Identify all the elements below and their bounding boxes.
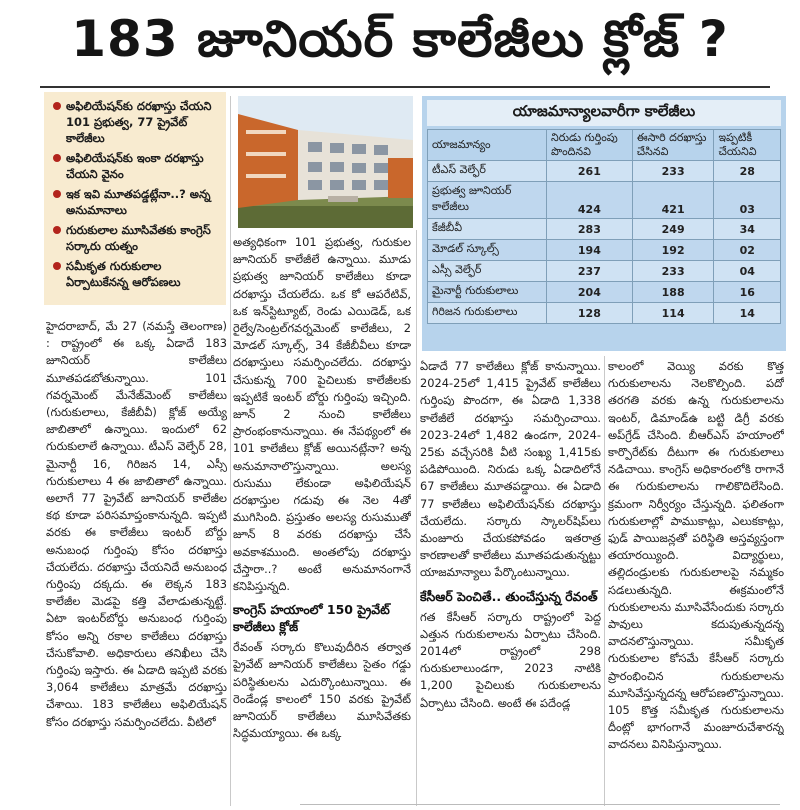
headline-rule (40, 86, 770, 88)
table-row (428, 240, 781, 261)
page-headline: 183 జూనియర్ కాలేజీలు క్లోజ్ ? (71, 9, 729, 68)
table-cell: 188 (632, 282, 714, 303)
article-column-4 (608, 358, 784, 810)
article-paragraph: గత కేసీఆర్ సర్కారు రాష్ట్రంలో పెద్ద ఎత్తున గురుకులాలను ఏర్పాటు చేసింది. 2014లో రాష్ట్రంలో 298 గురుకులాలుండగా, 2023 నాటికి 1,200 పైచిలుకు గురుకులాలను ఏర్పాటు చేసింది. అంటే ఈ పదేండ్ల (420, 609, 601, 710)
table-cell: 128 (547, 303, 633, 324)
table-cell: 194 (547, 240, 633, 261)
section-subheading: కేసీఆర్ పెంచితే.. తుంచేస్తున్న రేవంత్ (420, 588, 598, 604)
table-cell: 16 (714, 282, 781, 303)
table-cell: కేజీబీవీ (428, 219, 547, 240)
section-subheading: కాంగ్రెస్ హయాంలో 150 ప్రైవేట్ కాలేజీలు క్లోజ్ (233, 602, 390, 635)
column-header: యాజమాన్యం (428, 130, 547, 161)
table-header-row (428, 130, 781, 161)
column-header: ఈసారి దరఖాస్తు చేసినవి (632, 130, 714, 161)
table-row (428, 219, 781, 240)
column-header: నిరుడు గుర్తింపు పొందినవి (547, 130, 633, 161)
table-row (428, 261, 781, 282)
highlight-item: అఫిలియేషన్‌కు దరఖాస్తు చేయని 101 ప్రభుత్వ, 77 ప్రైవేట్ కాలేజీలు (52, 98, 220, 146)
table-cell: ఎస్సీ వెల్ఫేర్ (428, 261, 547, 282)
table-title: యాజమాన్యాలవారీగా కాలేజీలు (427, 100, 781, 126)
colleges-table (427, 129, 781, 324)
article-paragraph: రేవంత్ సర్కారు కొలువుదీరిన తర్వాత ప్రైవేట్ జూనియర్ కాలేజీలు సైతం గడ్డు పరిస్థితులను ఎదుర్కొంటున్నాయి. ఈ రెండేండ్ల కాలంలో 150 వరకు ప్రైవేట్ జూనియర్ కాలేజీలు మూసివేతకు సిద్ధమయ్యాయి. ఈ ఒక్క (233, 640, 411, 741)
table-cell: 14 (714, 303, 781, 324)
highlight-item: గురుకులాల మూసివేతకు కాంగ్రెస్ సర్కారు యత్నం (52, 222, 220, 254)
table-row (428, 303, 781, 324)
table-cell: 424 (547, 182, 633, 219)
article-paragraph: ఏడాదే 77 కాలేజీలు క్లోజ్ కానున్నాయి. 2024-25లో 1,415 ప్రైవేట్ కాలేజీలు గుర్తింపు పొందగా, ఈ ఏడాది 1,338 కాలేజీలే దరఖాస్తు సమర్పించాయి. 2023-24లో 1,482 ఉండగా, 2024-25కు వచ్చేసరికి వీటి సంఖ్య 1,415కు పడిపోయింది. నిరుడు ఒక్క ఏడాదిలోనే 67 కాలేజీలు మూతపడ్డాయి. ఈ ఏడాది 77 కాలేజీలు అఫిలియేషన్‌కు దరఖాస్తు చేయలేదు. సర్కారు స్కాలర్‌షిప్‌లు మంజూరు చేయకపోవడం ఇతరాత్ర కారణాలతో కాలేజీలు మూతపడుతున్నట్టు యాజమాన్యాలు పేర్కొంటున్నాయి. (420, 359, 601, 580)
table-cell: 283 (547, 219, 633, 240)
table-cell: 233 (632, 261, 714, 282)
table-cell: 261 (547, 161, 633, 182)
table-cell: 03 (714, 182, 781, 219)
article-paragraph: అత్యధికంగా 101 ప్రభుత్వ, గురుకుల జూనియర్ కాలేజీలే ఉన్నాయి. మూడు ప్రభుత్వ జూనియర్ కాలేజీలు కూడా దరఖాస్తు చేయలేదు. ఒక కో ఆపరేటివ్, ఒక ఇన్‌స్టిట్యూట్, రెండు ఎయిడెడ్, ఒక రైల్వే/సెంట్రల్‌గవర్నమెంట్ కాలేజీలు, 2 మోడల్ స్కూల్స్, 34 కేజీబీవీలు కూడా దరఖాస్తులు సమర్పించలేదు. దరఖాస్తు చేసుకున్న 700 పైచిలుకు కాలేజీలకు ఇప్పటికే ఇంటర్ బోర్డు గుర్తింపు ఇచ్చింది. జూన్ 2 నుంచి కాలేజీలు ప్రారంభంకానున్నాయి. ఈ నేపథ్యంలో ఈ 101 కాలేజీలు క్లోజ్ అయినట్లేనా? అన్న అనుమానాలొస్తున్నాయి. అలస్య రుసుము లేకుండా అఫిలియేషన్ దరఖాస్తుల గడువు ఈ నెల 4తో ముగిసింది. ప్రస్తుతం అలస్య రుసుముతో జూన్ 8 వరకు దరఖాస్తు చేసే అవకాశముంది. అంతలోపు దరఖాస్తు చేస్తారా..? అంటే అనుమానంగానే కనిపిస్తున్నది. (233, 235, 411, 594)
table-row (428, 182, 781, 219)
highlight-item: ఇక ఇవి మూతపడ్డట్లేనా..? అన్న అనుమానాలు (52, 186, 220, 218)
column-header: ఇప్పటికీ చేయనివి (714, 130, 781, 161)
highlights-box (44, 92, 226, 305)
article-paragraph: హైదరాబాద్, మే 27 (నమస్తే తెలంగాణ) : రాష్ట్రంలో ఈ ఒక్క ఏడాదే 183 జూనియర్ కాలేజీలు మూతపడబోతున్నాయి. 101 గవర్నమెంట్ మేనేజ్‌మెంట్ కాలేజీలు (గురుకులాలు, కేజీబీవీ) క్లోజ్ అయ్యే జాబితాలో ఉన్నాయి. ఇందులో 62 గురుకులాలే ఉన్నాయి. టీఎస్ వెల్ఫేర్ 28, మైనార్టీ 16, గిరిజన 14, ఎస్సీ గురుకులాలు 4 ఈ జాబితాలో ఉన్నాయి. అలాగే 77 ప్రైవేట్ జూనియర్ కాలేజీల కథ కూడా పరిసమాప్తంకానున్నది. ఇప్పటి వరకు ఈ కాలేజీలు ఇంటర్ బోర్డు అనుబంధ గుర్తింపు కోసం దరఖాస్తు చేయలేదు. దరఖాస్తు చేయనిదే అనుబంధ గుర్తింపు దక్కదు. ఈ లెక్కన 183 కాలేజీల మెడపై కత్తి వేలాడుతున్నట్టే. ఏటా ఇంటర్‌బోర్డు అనుబంధ గుర్తింపు కోసం అన్ని రకాల కాలేజీలు దరఖాస్తు చేసుకోవాలి. అధికారులు తనిఖీలు చేసి గుర్తింపు ఇస్తారు. ఈ ఏడాది ఇప్పటి వరకు 3,064 కాలేజీలు మాత్రమే దరఖాస్తు చేశాయి. 183 కాలేజీలు అఫిలియేషన్ కోసం దరఖాస్తు సమర్పించలేదు. వీటిలో (46, 319, 227, 729)
table-row (428, 282, 781, 303)
table-cell: 28 (714, 161, 781, 182)
article-column-3 (420, 358, 601, 810)
table-row (428, 161, 781, 182)
table-cell: 02 (714, 240, 781, 261)
table-cell: 204 (547, 282, 633, 303)
building-illustration (238, 96, 413, 228)
table-cell: మైనార్టీ గురుకులాలు (428, 282, 547, 303)
column-divider (416, 230, 417, 806)
table-cell: గిరిజన గురుకులాలు (428, 303, 547, 324)
column-divider (230, 96, 231, 806)
article-column-2 (233, 234, 411, 810)
college-building-photo (238, 96, 413, 228)
table-cell: 233 (632, 161, 714, 182)
table-cell: 249 (632, 219, 714, 240)
table-cell: 34 (714, 219, 781, 240)
table-cell: 237 (547, 261, 633, 282)
bottom-rule (300, 804, 780, 805)
table-cell: 421 (632, 182, 714, 219)
highlight-item: సమీకృత గురుకులాల ఏర్పాటుకేనన్న ఆరోపణలు (52, 258, 220, 290)
highlight-item: అఫిలియేషన్‌కు ఇంకా దరఖాస్తు చేయని వైనం (52, 150, 220, 182)
table-cell: టీఎస్ వెల్ఫేర్ (428, 161, 547, 182)
table-cell: 04 (714, 261, 781, 282)
article-column-1 (46, 318, 227, 810)
table-cell: 192 (632, 240, 714, 261)
management-wise-table-box (422, 96, 786, 351)
table-cell: ప్రభుత్వ జూనియర్ కాలేజీలు (428, 182, 547, 219)
table-cell: 114 (632, 303, 714, 324)
column-divider (604, 356, 605, 806)
article-paragraph: కాలంలో వెయ్యి వరకు కొత్త గురుకులాలను నెలకొల్పింది. పదో తరగతి వరకు ఉన్న గురుకులాలను ఇంటర్, డిమాండ్‌ఉ బట్టి డిగ్రీ వరకు అప్‌గ్రేడ్ చేసింది. బీఆర్ఎస్ హయాంలో కార్పొరేట్‌కు దీటుగా ఈ గురుకులాలు నడిచాయి. కాంగ్రెస్ అధికారంలోకి రాగానే ఈ గురుకులాలను గాలికొదిలేసింది. క్రమంగా నిర్వీర్యం చేస్తున్నది. ఫలితంగా గురుకులాల్లో పాముకాట్లు, ఎలుకకాట్లు, ఫుడ్ పాయిజన్లతో పరిస్థితి అస్తవ్యస్తంగా తయారయ్యింది. విద్యార్థులు, తల్లిదండ్రులకు గురుకులాలపై నమ్మకం సడలుతున్నది. ఈక్రమంలోనే గురుకులాలను మూసివేసేందుకు సర్కారు పావులు కదుపుతున్నదన్న వాదనలొస్తున్నాయి. సమీకృత గురుకులాల కోసమే కేసీఆర్ సర్కారు ప్రారంభించిన గురుకులాలను మూసివేస్తున్నదన్న ఆరోపణలొస్తున్నాయి. 105 కొత్త సమీకృత గురుకులాలను దీంట్లో భాగంగానే మంజూరుచేశారన్న వాదనలు వినిపిస్తున్నాయి. (608, 359, 784, 752)
table-cell: మోడల్ స్కూల్స్ (428, 240, 547, 261)
